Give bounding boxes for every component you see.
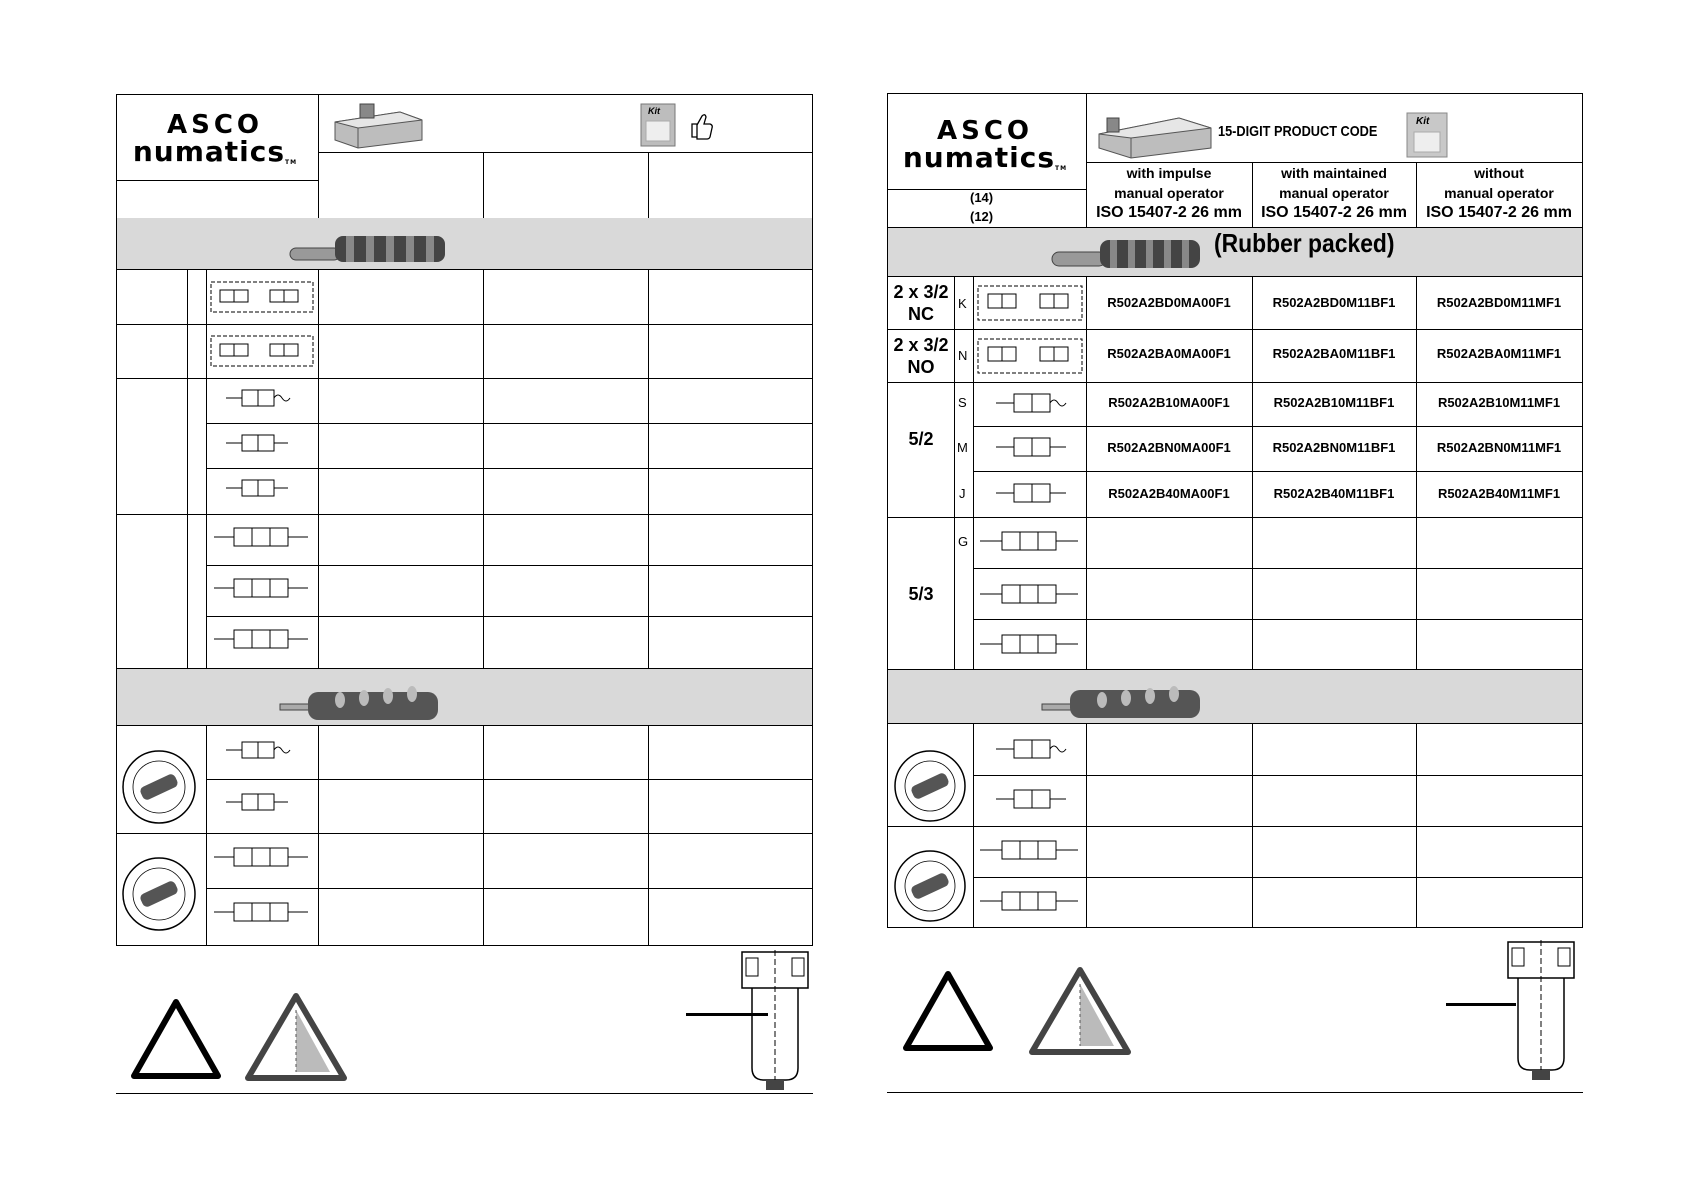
valve-product-image-right [1095,108,1215,160]
code-s-maintained: R502A2B10M11BF1 [1273,395,1395,410]
valve-symbol-53-g-right [976,522,1084,562]
kit-label-right: Kit [1416,116,1430,127]
group-2x32-nc: 2 x 3/2 NC [893,282,949,324]
valve-product-image [330,100,425,150]
code-n-without: R502A2BA0M11MF1 [1436,346,1562,361]
valve-symbol-2x32-nc-right [976,280,1084,326]
group-53: 5/3 [908,584,934,604]
spool-sleeve-technology-badge-right [892,748,968,824]
spool-sleeve-technology-badge-right-2 [892,848,968,924]
valve-symbol-2x32-nc [210,280,314,314]
right-page [842,0,1684,1191]
col-header-impulse: with impulse manual operator ISO 15407-2 26 mm [1096,165,1242,221]
code-k-impulse: R502A2BD0MA00F1 [1107,295,1231,310]
code-m-impulse: R502A2BN0MA00F1 [1107,440,1231,455]
valve-symbol-52-j-right [992,476,1072,512]
code-n-maintained: R502A2BA0M11BF1 [1272,346,1396,361]
valve-symbol-52-j [222,476,292,502]
code-k-without: R502A2BD0M11MF1 [1436,295,1562,310]
section-band-rubber [117,218,812,270]
code-m-maintained: R502A2BN0M11BF1 [1272,440,1396,455]
section-band-spool-sleeve [117,668,812,726]
valve-symbol-53-2 [210,573,314,605]
valve-symbol-spool-3 [210,842,314,874]
spool-sleeve-technology-badge [120,748,198,826]
valve-symbol-2x32-no [210,334,314,368]
spool-sleeve-technology-badge-2 [120,855,198,933]
valve-symbol-spool-1 [222,738,292,764]
col-header-maintained: with maintained manual operator ISO 15407-2 26 mm [1261,165,1407,221]
group-52: 5/2 [908,429,934,449]
valve-symbol-spool-2 [222,790,292,816]
valve-symbol-spool-4 [210,897,314,929]
code-j-without: R502A2B40M11MF1 [1437,486,1561,501]
valve-symbol-53-3 [210,624,314,656]
left-page [0,0,842,1191]
valve-symbol-spool-4-right [976,883,1084,921]
valve-symbol-spool-3-right [976,832,1084,870]
valve-symbol-53-3-right [976,625,1084,665]
group-2x32-no: 2 x 3/2 NO [893,335,949,377]
code-k-maintained: R502A2BD0M11BF1 [1272,295,1396,310]
row-letter-j: J [959,486,966,501]
row-letter-m: M [957,440,968,455]
kit-label: Kit [648,106,660,116]
valve-symbol-52-s-right [992,386,1072,422]
port-label-14: (14) [970,190,994,205]
spool-sleeve-image [280,670,450,724]
col-header-without: without manual operator ISO 15407-2 26 mm [1426,165,1572,221]
filter-unit-drawing-right [1506,940,1576,1082]
spool-rubber-image [290,222,450,267]
code-s-without: R502A2B10M11MF1 [1437,395,1561,410]
filter-unit-drawing [740,950,810,1092]
port-label-12: (12) [970,209,994,224]
valve-symbol-53-g [210,522,314,554]
code-s-impulse: R502A2B10MA00F1 [1108,395,1230,410]
valve-symbol-52-m [222,431,292,457]
section-band-spool-sleeve-right [888,669,1582,724]
code-n-impulse: R502A2BA0MA00F1 [1107,346,1231,361]
row-letter-k: K [958,296,967,311]
valve-symbol-2x32-no-right [976,333,1084,379]
warning-triangle-icon-right [902,970,994,1052]
valve-symbol-spool-1-right [992,734,1072,766]
valve-symbol-spool-2-right [992,784,1072,816]
product-code-title: 15-DIGIT PRODUCT CODE [1218,123,1378,140]
row-letter-g: G [958,534,969,549]
filter-triangle-icon [244,992,348,1082]
spool-rubber-image-right [1052,232,1202,274]
spool-sleeve-image-right [1042,672,1212,722]
row-letter-n: N [958,348,968,363]
warning-triangle-icon [130,998,222,1080]
valve-symbol-52-m-right [992,430,1072,466]
filter-triangle-icon-right [1028,966,1132,1056]
asco-numatics-logo-right: ASCO numaticsTM [902,116,1068,174]
thumbs-up-icon [688,112,712,140]
code-j-maintained: R502A2B40M11BF1 [1273,486,1395,501]
valve-symbol-52-s [222,386,292,412]
valve-symbol-53-2-right [976,575,1084,615]
rubber-packed-label: (Rubber packed) [1214,228,1395,258]
asco-numatics-logo: ASCO numaticsTM [132,110,298,168]
code-j-impulse: R502A2B40MA00F1 [1108,486,1230,501]
row-letter-s: S [958,395,967,410]
code-m-without: R502A2BN0M11MF1 [1436,440,1562,455]
